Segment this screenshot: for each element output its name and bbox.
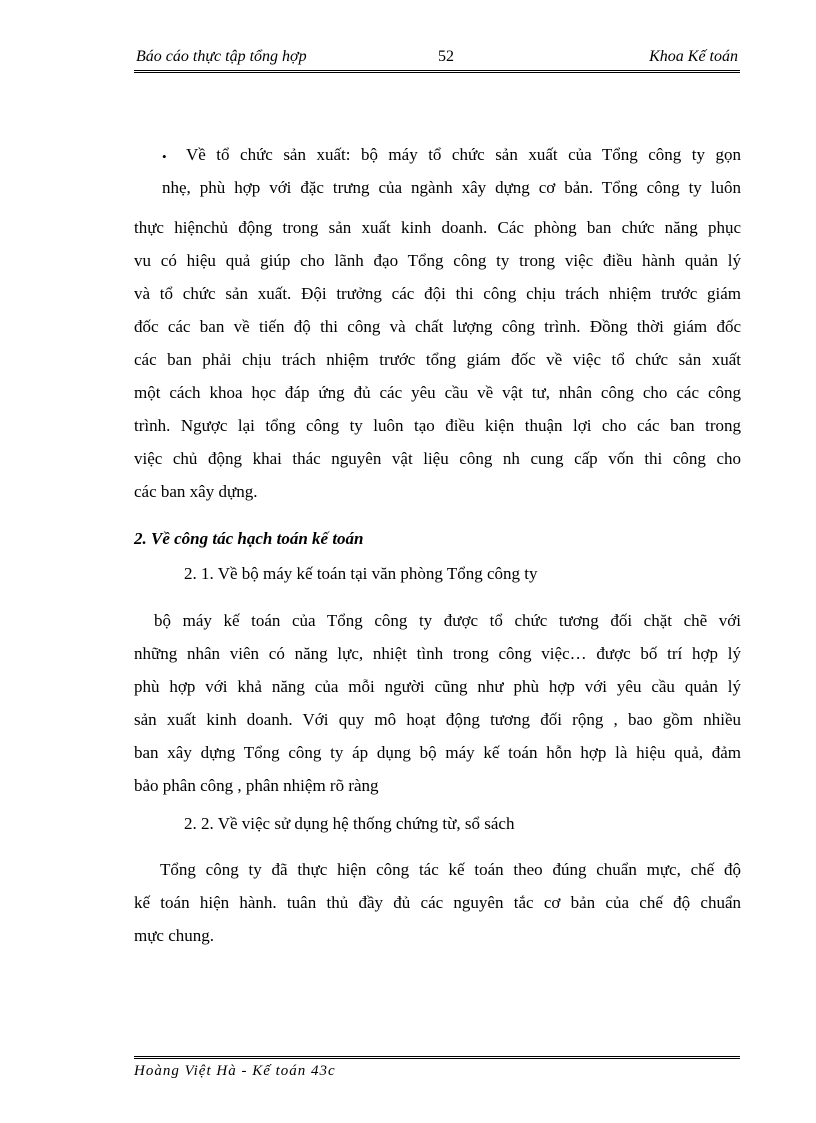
paragraph-line: bộ máy kế toán của Tổng công ty được tổ chức tương đối chặt chẽ với: [154, 611, 741, 630]
bullet-marker: •: [162, 149, 167, 164]
paragraph-line: sản xuất kinh doanh. Với quy mô hoạt động tương đối rộng , bao gồm nhiều: [134, 710, 741, 729]
paragraph-line: mực chung.: [134, 926, 215, 945]
paragraph-line: các ban xây dựng.: [134, 482, 258, 501]
paragraph-line: thực hiệnchủ động trong sản xuất kinh doanh. Các phòng ban chức năng phục: [134, 218, 741, 237]
paragraph-line: kế toán hiện hành. tuân thủ đầy đủ các nguyên tắc cơ bản của chế độ chuẩn: [134, 893, 741, 912]
paragraph-line: một cách khoa học đáp ứng đủ các yêu cầu về vật tư, nhân công cho các công: [134, 383, 741, 402]
paragraph-line: đốc các ban về tiến độ thi công và chất lượng công trình. Đồng thời giám đốc: [134, 317, 741, 336]
header-page-number: 52: [438, 48, 454, 65]
paragraph-line: việc chủ động khai thác nguyên vật liệu công nh cung cấp vốn thi công cho: [134, 449, 741, 468]
paragraph-line: vu có hiệu quả giúp cho lãnh đạo Tổng công ty trong việc điều hành quản lý: [134, 251, 741, 270]
paragraph-line: trình. Ngược lại tổng công ty luôn tạo điều kiện thuận lợi cho các ban trong: [134, 416, 741, 435]
paragraph-line: bảo phân công , phân nhiệm rõ ràng: [134, 776, 379, 795]
paragraph-line: ban xây dựng Tổng công ty áp dụng bộ máy kế toán hỗn hợp là hiệu quả, đảm: [134, 743, 741, 762]
paragraph-line: và tổ chức sản xuất. Đội trưởng các đội thi công chịu trách nhiệm trước giám: [134, 284, 741, 303]
page-header: [134, 46, 740, 68]
paragraph-line: Tổng công ty đã thực hiện công tác kế toán theo đúng chuẩn mực, chế độ: [160, 860, 741, 879]
subsection-heading: 2. 1. Về bộ máy kế toán tại văn phòng Tổng công ty: [184, 564, 538, 583]
paragraph-line: phù hợp với khả năng của mỗi người cũng như phù hợp với yêu cầu quản lý: [134, 677, 741, 696]
header-department: Khoa Kế toán: [649, 48, 738, 65]
paragraph-line: Về tổ chức sản xuất: bộ máy tổ chức sản xuất của Tổng công ty gọn: [186, 145, 741, 164]
paragraph-line: nhẹ, phù hợp với đặc trưng của ngành xây dựng cơ bản. Tổng công ty luôn: [162, 178, 741, 197]
page-footer: Hoàng Việt Hà - Kế toán 43c: [134, 1063, 336, 1079]
paragraph-line: những nhân viên có năng lực, nhiệt tình trong công việc… được bố trí hợp lý: [134, 644, 741, 663]
header-report-title: Báo cáo thực tập tổng hợp: [136, 48, 307, 65]
paragraph-line: các ban phải chịu trách nhiệm trước tổng giám đốc về việc tổ chức sản xuất: [134, 350, 741, 369]
header-rule: [134, 70, 740, 73]
section-heading: 2. Về công tác hạch toán kế toán: [134, 529, 364, 548]
subsection-heading: 2. 2. Về việc sử dụng hệ thống chứng từ, sổ sách: [184, 814, 515, 833]
footer-rule: [134, 1056, 740, 1059]
